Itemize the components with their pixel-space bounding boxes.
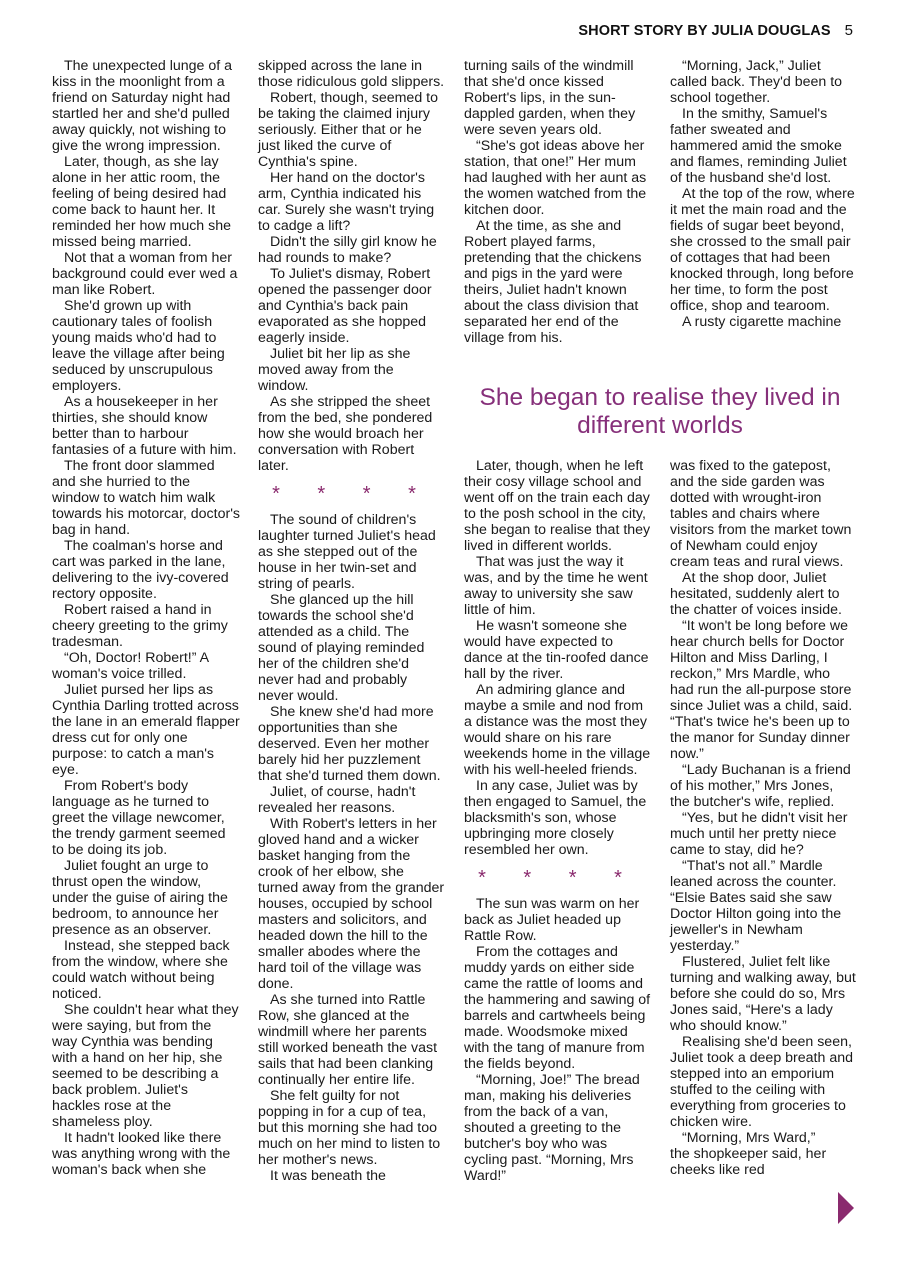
paragraph: Juliet pursed her lips as Cynthia Darling trotted across the lane in an emerald flapper dress cut for only one purpose: to catch a man's eye. xyxy=(52,682,240,778)
paragraph: To Juliet's dismay, Robert opened the passenger door and Cynthia's back pain evaporated as she hopped eagerly inside. xyxy=(258,266,432,346)
paragraph: “Oh, Doctor! Robert!” A woman's voice trilled. xyxy=(52,650,209,682)
column-1 xyxy=(52,58,240,1178)
paragraph: As she stripped the sheet from the bed, she pondered how she would broach her conversation with Robert later. xyxy=(258,394,433,474)
column-3-top xyxy=(464,58,652,346)
paragraph: “It won't be long before we hear church bells for Doctor Hilton and Miss Darling, I reckon,” Mrs Mardle, who had run the all-purpose store since Juliet was a child, said. “That's twice he's been up to the manor for Sunday dinner now.” xyxy=(670,618,853,762)
paragraph: “Morning, Mrs Ward,” the shopkeeper said, her cheeks like red xyxy=(670,1130,827,1178)
paragraph: Instead, she stepped back from the window, where she could watch without being noticed. xyxy=(52,938,230,1002)
paragraph: “Yes, but he didn't visit her much until her pretty niece came to stay, did he? xyxy=(670,810,848,858)
column-4-top xyxy=(670,58,858,330)
paragraph: He wasn't someone she would have expected to dance at the tin-roofed dance hall by the river. xyxy=(464,618,649,682)
paragraph: Flustered, Juliet felt like turning and walking away, but before she could do so, Mrs Jones said, “Here's a lady who should know.” xyxy=(670,954,856,1034)
paragraph: Later, though, as she lay alone in her attic room, the feeling of being desired had come back to haunt her. It reminded her how much she missed being married. xyxy=(52,154,232,250)
page-number: 5 xyxy=(844,22,853,39)
paragraph: “She's got ideas above her station, that one!” Her mum had laughed with her aunt as the women watched from the kitchen door. xyxy=(464,138,647,218)
paragraph: As a housekeeper in her thirties, she should know better than to harbour fantasies of a future with him. xyxy=(52,394,237,458)
section-separator: * * * * xyxy=(272,483,432,505)
paragraph: At the time, as she and Robert played farms, pretending that the chickens and pigs in the yard were theirs, Juliet hadn't known about the class division that separated her end of the village from his. xyxy=(464,218,642,346)
paragraph: The unexpected lunge of a kiss in the moonlight from a friend on Saturday night had startled her and she'd pulled away quickly, not wishing to give the wrong impression. xyxy=(52,58,233,154)
paragraph: With Robert's letters in her gloved hand and a wicker basket hanging from the crook of her elbow, she turned away from the grander houses, occupied by school masters and solicitors, and headed down the hill to the smaller abodes where the hard toil of the village was done. xyxy=(258,816,445,992)
paragraph: “That's not all.” Mardle leaned across the counter. “Elsie Bates said she saw Doctor Hilton going into the jeweller's in Newham yesterday.” xyxy=(670,858,842,954)
paragraph: Juliet bit her lip as she moved away from the window. xyxy=(258,346,411,394)
continue-arrow-icon xyxy=(838,1192,854,1224)
paragraph: Realising she'd been seen, Juliet took a deep breath and stepped into an emporium stuffed to the ceiling with everything from groceries to chicken wire. xyxy=(670,1034,853,1130)
paragraph: turning sails of the windmill that she'd once kissed Robert's lips, in the sun-dappled garden, when they were seven years old. xyxy=(464,58,636,138)
paragraph: In the smithy, Samuel's father sweated and hammered amid the smoke and flames, reminding Juliet of the husband she'd lost. xyxy=(670,106,847,186)
paragraph: In any case, Juliet was by then engaged to Samuel, the blacksmith's son, whose upbringing more closely resembled her own. xyxy=(464,778,647,858)
paragraph: She couldn't hear what they were saying, but from the way Cynthia was bending with a hand on her hip, she seemed to be describing a back problem. Juliet's hackles rose at the shameless ploy. xyxy=(52,1002,239,1130)
paragraph: As she turned into Rattle Row, she glanced at the windmill where her parents still worked beneath the vast sails that had been clanking continually her entire life. xyxy=(258,992,438,1088)
paragraph: Juliet fought an urge to thrust open the window, under the guise of airing the bedroom, to announce her presence as an observer. xyxy=(52,858,228,938)
paragraph: She knew she'd had more opportunities than she deserved. Even her mother barely hid her puzzlement that she'd turned them down. xyxy=(258,704,441,784)
paragraph: The coalman's horse and cart was parked in the lane, delivering to the ivy-covered rectory opposite. xyxy=(52,538,229,602)
paragraph: An admiring glance and maybe a smile and nod from a distance was the most they would share on his rare weekends home in the village with his well-heeled friends. xyxy=(464,682,651,778)
page-header xyxy=(578,22,853,42)
paragraph: It hadn't looked like there was anything wrong with the woman's back when she xyxy=(52,1130,231,1178)
column-3-bottom xyxy=(464,458,652,1184)
paragraph: That was just the way it was, and by the time he went away to university she saw little of him. xyxy=(464,554,648,618)
paragraph: Robert raised a hand in cheery greeting to the grimy tradesman. xyxy=(52,602,228,650)
column-4-bottom xyxy=(670,458,856,1178)
paragraph: Robert, though, seemed to be taking the claimed injury seriously. Either that or he just liked the curve of Cynthia's spine. xyxy=(258,90,438,170)
paragraph: Didn't the silly girl know he had rounds to make? xyxy=(258,234,437,266)
paragraph: It was beneath the xyxy=(270,1168,386,1184)
paragraph: From the cottages and muddy yards on either side came the rattle of looms and the hammering and sawing of barrels and cartwheels being made. Woodsmoke mixed with the tang of manure from the fields beyond. xyxy=(464,944,651,1072)
paragraph: skipped across the lane in those ridiculous gold slippers. xyxy=(258,58,445,90)
story-byline: SHORT STORY BY JULIA DOUGLAS xyxy=(578,23,831,39)
paragraph: The sound of children's laughter turned Juliet's head as she stepped out of the house in her twin-set and string of pearls. xyxy=(258,512,436,592)
paragraph: The sun was warm on her back as Juliet headed up Rattle Row. xyxy=(464,896,640,944)
paragraph: Later, though, when he left their cosy village school and went off on the train each day to the posh school in the city, she began to realise that they lived in different worlds. xyxy=(464,458,651,554)
paragraph: She'd grown up with cautionary tales of foolish young maids who'd had to leave the village after being seduced by unscrupulous employers. xyxy=(52,298,225,394)
paragraph: Not that a woman from her background could ever wed a man like Robert. xyxy=(52,250,238,298)
paragraph: The front door slammed and she hurried to the window to watch him walk towards his motorcar, doctor's bag in hand. xyxy=(52,458,241,538)
paragraph: At the shop door, Juliet hesitated, suddenly alert to the chatter of voices inside. xyxy=(670,570,842,618)
paragraph: She felt guilty for not popping in for a cup of tea, but this morning she had too much on her mind to listen to her mother's news. xyxy=(258,1088,441,1168)
paragraph: At the top of the row, where it met the main road and the fields of sugar beet beyond, she crossed to the small pair of cottages that had been knocked through, long before her time, to form the post office, shop and tearoom. xyxy=(670,186,855,314)
section-separator: * * * * xyxy=(478,867,638,889)
paragraph: “Morning, Jack,” Juliet called back. They'd been to school together. xyxy=(670,58,843,106)
paragraph: Her hand on the doctor's arm, Cynthia indicated his car. Surely she wasn't trying to cadge a lift? xyxy=(258,170,435,234)
paragraph: “Morning, Joe!” The bread man, making his deliveries from the back of a van, shouted a greeting to the butcher's boy who was cycling past. “Morning, Mrs Ward!” xyxy=(464,1072,640,1184)
column-2 xyxy=(258,58,446,1184)
paragraph: “Lady Buchanan is a friend of his mother,” Mrs Jones, the butcher's wife, replied. xyxy=(670,762,851,810)
paragraph: A rusty cigarette machine xyxy=(682,314,842,330)
pull-quote: She began to realise they lived in different worlds xyxy=(479,384,841,439)
paragraph: was fixed to the gatepost, and the side garden was dotted with wrought-iron tables and chairs where visitors from the market town of Newham could enjoy cream teas and rural views. xyxy=(670,458,852,570)
paragraph: She glanced up the hill towards the school she'd attended as a child. The sound of playing reminded her of the children she'd never had and probably never would. xyxy=(258,592,425,704)
paragraph: From Robert's body language as he turned to greet the village newcomer, the trendy garment seemed to be doing its job. xyxy=(52,778,226,858)
paragraph: Juliet, of course, hadn't revealed her reasons. xyxy=(258,784,416,816)
